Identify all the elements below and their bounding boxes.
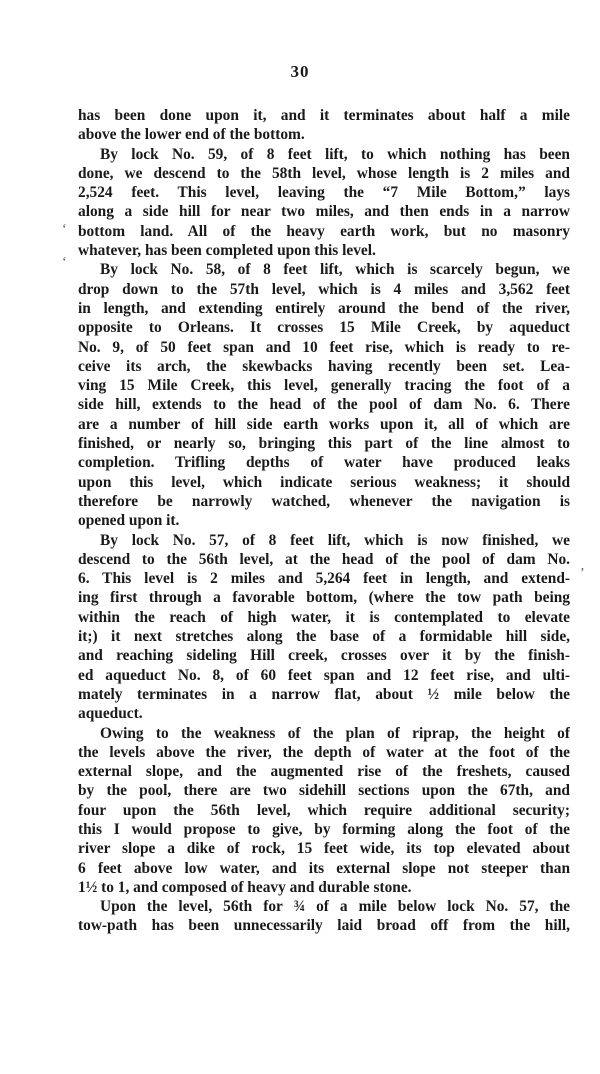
text-line: has been done upon it, and it terminates about half a mile bbox=[78, 107, 570, 124]
text-line: ceive its arch, the skewbacks having recently been set. Lea- bbox=[78, 357, 570, 375]
text-line: finished, or nearly so, bringing this part of the line almost to bbox=[78, 435, 570, 453]
text-line: Owing to the weakness of the plan of riprap, the height of bbox=[100, 724, 570, 742]
text-line: are a number of hill side earth works upon it, all of which are bbox=[78, 415, 570, 433]
text-line: ing first through a favorable bottom, (where the tow path being bbox=[78, 589, 570, 607]
text-line: bottom land. All of the heavy earth work, but no masonry bbox=[78, 222, 570, 240]
page-number: 30 bbox=[290, 62, 310, 81]
text-line: therefore be narrowly watched, whenever the navigation is bbox=[78, 492, 570, 510]
text-line: opposite to Orleans. It crosses 15 Mile Creek, by aqueduct bbox=[78, 319, 570, 337]
margin-mark: ‘ bbox=[62, 222, 67, 237]
text-line: aqueduct. bbox=[78, 705, 143, 723]
text-line: mately terminates in a narrow flat, about ½ mile below the bbox=[78, 685, 570, 703]
text-line: in length, and extending entirely around the bend of the river, bbox=[78, 299, 570, 317]
text-line: completion. Trifling depths of water have produced leaks bbox=[78, 454, 570, 472]
text-line: drop down to the 57th level, which is 4 miles and 3,562 feet bbox=[78, 280, 570, 298]
text-line: By lock No. 58, of 8 feet lift, which is scarcely begun, we bbox=[100, 261, 570, 279]
text-line: and reaching sideling Hill creek, crosses over it by the finish- bbox=[78, 647, 570, 665]
text-line: 2,524 feet. This level, leaving the “7 Mile Bottom,” lays bbox=[78, 184, 570, 202]
text-line: side hill, extends to the head of the pool of dam No. 6. There bbox=[78, 396, 570, 414]
text-line: by the pool, there are two sidehill sections upon the 67th, and bbox=[78, 782, 570, 800]
text-line: four upon the 56th level, which require additional security; bbox=[78, 801, 570, 819]
text-line: whatever, has been completed upon this level. bbox=[78, 242, 376, 260]
text-line: this I would propose to give, by forming along the foot of the bbox=[78, 820, 570, 838]
text-line: tow-path has been unnecessarily laid broad off from the hill, bbox=[78, 917, 570, 935]
text-line: By lock No. 57, of 8 feet lift, which is now finished, we bbox=[100, 531, 570, 549]
text-line: within the reach of high water, it is contemplated to elevate bbox=[78, 608, 570, 626]
text-line: descend to the 56th level, at the head of the pool of dam No. bbox=[78, 550, 570, 568]
text-line: upon this level, which indicate serious weakness; it should bbox=[78, 473, 570, 491]
text-line: river slope a dike of rock, 15 feet wide, its top elevated about bbox=[78, 840, 570, 858]
text-line: ving 15 Mile Creek, this level, generally tracing the foot of a bbox=[78, 377, 570, 395]
text-line: 6. This level is 2 miles and 5,264 feet in length, and extend- bbox=[78, 570, 570, 588]
text-line: external slope, and the augmented rise of the freshets, caused bbox=[78, 763, 570, 781]
text-line: the levels above the river, the depth of water at the foot of the bbox=[78, 743, 570, 761]
body-text bbox=[78, 106, 570, 936]
text-line: Upon the level, 56th for ¾ of a mile below lock No. 57, the bbox=[100, 898, 570, 916]
margin-mark: ‘ bbox=[62, 255, 67, 270]
text-line: No. 9, of 50 feet span and 10 feet rise, which is ready to re- bbox=[78, 338, 570, 356]
text-line: 6 feet above low water, and its external slope not steeper than bbox=[78, 859, 570, 877]
text-line: above the lower end of the bottom. bbox=[78, 126, 305, 144]
text-line: along a side hill for near two miles, and then ends in a narrow bbox=[78, 203, 570, 221]
text-line: opened upon it. bbox=[78, 512, 180, 530]
text-line: done, we descend to the 58th level, whose length is 2 miles and bbox=[78, 164, 570, 182]
text-line: ed aqueduct No. 8, of 60 feet span and 12 feet rise, and ulti- bbox=[78, 666, 570, 684]
text-line: By lock No. 59, of 8 feet lift, to which nothing has been bbox=[100, 145, 570, 163]
margin-mark: ’ bbox=[580, 566, 585, 581]
text-line: 1½ to 1, and composed of heavy and durable stone. bbox=[78, 878, 412, 896]
text-line: it;) it next stretches along the base of a formidable hill side, bbox=[78, 628, 570, 646]
